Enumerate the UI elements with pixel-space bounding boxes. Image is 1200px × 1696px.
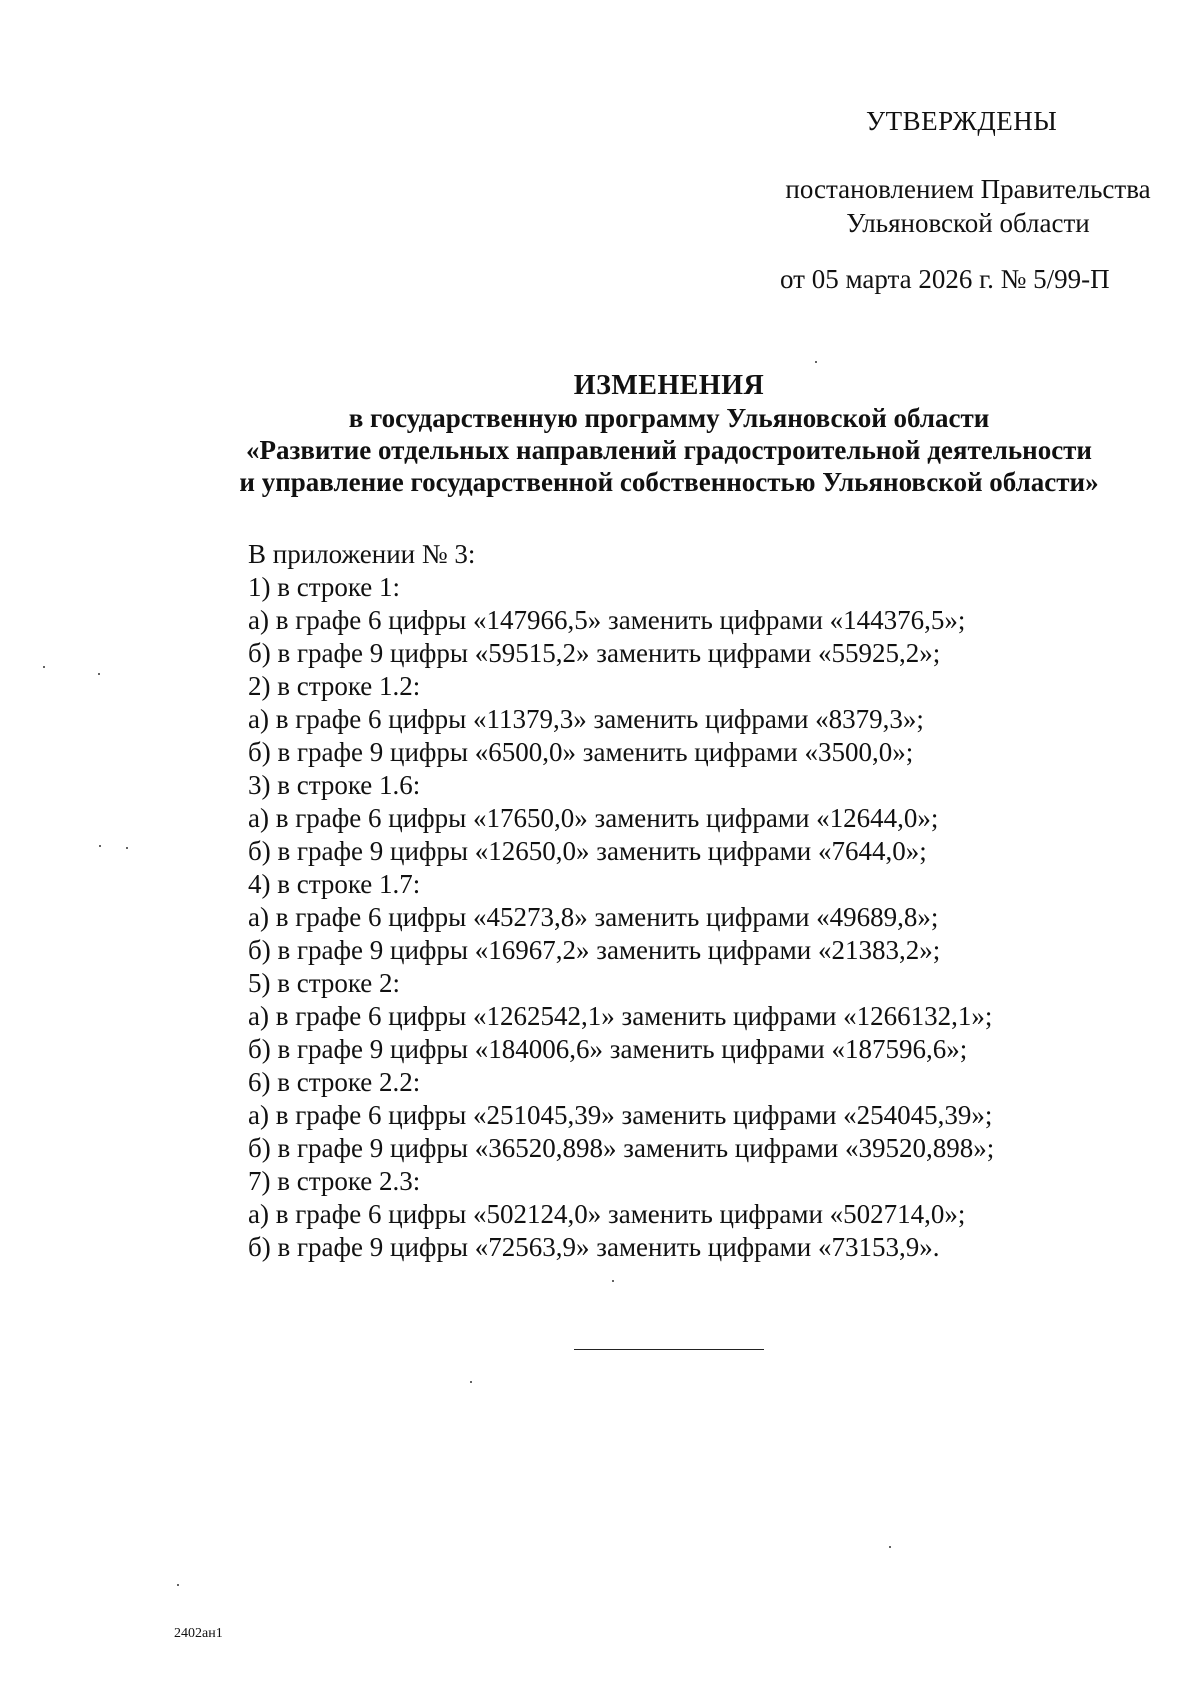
body-line: б) в графе 9 цифры «184006,6» заменить цифрами «187596,6»; xyxy=(248,1034,968,1064)
body-line: а) в графе 6 цифры «251045,39» заменить цифрами «254045,39»; xyxy=(248,1100,993,1130)
scan-speck xyxy=(98,673,100,675)
body-line: а) в графе 6 цифры «147966,5» заменить цифрами «144376,5»; xyxy=(248,605,966,635)
body-line: 1) в строке 1: xyxy=(248,572,401,602)
scan-speck xyxy=(612,1280,614,1282)
scan-speck xyxy=(889,1546,891,1548)
body-line: а) в графе 6 цифры «17650,0» заменить цифрами «12644,0»; xyxy=(248,803,939,833)
closing-divider xyxy=(574,1349,764,1350)
resolution-line-2: Ульяновской области xyxy=(846,208,1090,238)
body-line: а) в графе 6 цифры «502124,0» заменить цифрами «502714,0»; xyxy=(248,1199,966,1229)
body-line: а) в графе 6 цифры «11379,3» заменить цифрами «8379,3»; xyxy=(248,704,924,734)
resolution-reference xyxy=(760,172,1176,240)
scan-speck xyxy=(815,361,817,363)
body-line: б) в графе 9 цифры «12650,0» заменить цифрами «7644,0»; xyxy=(248,836,927,866)
document-code: 2402ан1 xyxy=(174,1626,223,1641)
title-line-2: «Развитие отдельных направлений градостроительной деятельности xyxy=(246,435,1092,465)
scan-speck xyxy=(177,1584,179,1586)
body-line: а) в графе 6 цифры «1262542,1» заменить цифрами «1266132,1»; xyxy=(248,1001,993,1031)
body-line: б) в графе 9 цифры «16967,2» заменить цифрами «21383,2»; xyxy=(248,935,941,965)
scan-speck xyxy=(99,845,101,847)
approval-stamp-title: УТВЕРЖДЕНЫ xyxy=(866,106,1058,136)
title-heading: ИЗМЕНЕНИЯ xyxy=(573,370,765,401)
scan-speck xyxy=(126,847,128,849)
body-line: 7) в строке 2.3: xyxy=(248,1166,421,1196)
scan-speck xyxy=(470,1381,472,1383)
body-line: 2) в строке 1.2: xyxy=(248,671,421,701)
body-line: 5) в строке 2: xyxy=(248,968,401,998)
body-line: б) в графе 9 цифры «72563,9» заменить цифрами «73153,9». xyxy=(248,1232,940,1262)
body-line: 3) в строке 1.6: xyxy=(248,770,421,800)
title-line-3: и управление государственной собственностью Ульяновской области» xyxy=(239,467,1099,497)
body-line: а) в графе 6 цифры «45273,8» заменить цифрами «49689,8»; xyxy=(248,902,939,932)
body-line: б) в графе 9 цифры «6500,0» заменить цифрами «3500,0»; xyxy=(248,737,914,767)
changes-list xyxy=(248,538,994,1264)
body-line: б) в графе 9 цифры «36520,898» заменить цифрами «39520,898»; xyxy=(248,1133,995,1163)
document-title xyxy=(0,370,1200,498)
body-line: 6) в строке 2.2: xyxy=(248,1067,421,1097)
resolution-line-1: постановлением Правительства xyxy=(785,174,1151,204)
body-line: В приложении № 3: xyxy=(248,539,476,569)
scan-speck xyxy=(43,666,45,668)
body-line: б) в графе 9 цифры «59515,2» заменить цифрами «55925,2»; xyxy=(248,638,941,668)
body-line: 4) в строке 1.7: xyxy=(248,869,421,899)
title-line-1: в государственную программу Ульяновской области xyxy=(348,403,990,433)
resolution-date: от 05 марта 2026 г. № 5/99-П xyxy=(780,264,1110,294)
